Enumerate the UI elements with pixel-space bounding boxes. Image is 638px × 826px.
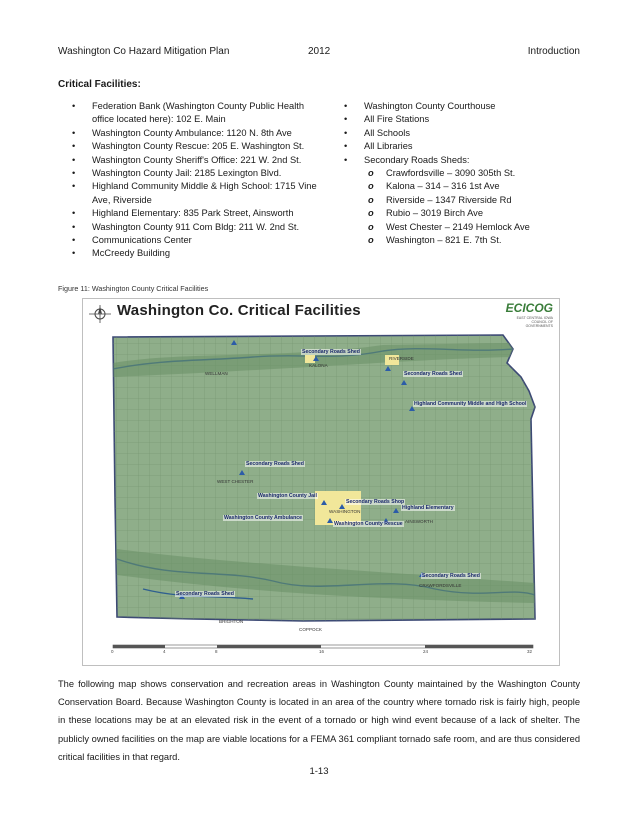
list-item: o Washington – 821 E. 7th St. [368, 235, 502, 246]
sheds-sublist [342, 167, 582, 247]
city-label: COPPOCK [299, 627, 322, 632]
list-item: • Washington County 911 Com Bldg: 211 W. 2nd St. [72, 221, 300, 232]
map-label: Highland Community Middle and High School [414, 401, 527, 407]
figure-caption: Figure 11: Washington County Critical Facilities [58, 284, 209, 293]
map-label: Secondary Roads Shed [176, 591, 234, 597]
map-label: Washington County Jail [258, 493, 317, 499]
scale-tick: 16 [319, 649, 325, 654]
section-title: Critical Facilities: [58, 79, 141, 90]
list-item: • All Libraries [344, 141, 413, 152]
list-item: o Crawfordsville – 3090 305th St. [368, 168, 516, 179]
city-label: BRIGHTON [219, 619, 244, 624]
list-item: • Highland Elementary: 835 Park Street, Ainsworth [72, 208, 294, 219]
list-item: o Rubio – 3019 Birch Ave [368, 208, 483, 219]
list-item: • Washington County Sheriff's Office: 221 W. 2nd St. [72, 154, 302, 165]
map-label: Highland Elementary [402, 505, 454, 511]
list-item: o Kalona – 314 – 316 1st Ave [368, 181, 500, 192]
body-paragraph: The following map shows conservation and recreation areas in Washington County maintained by the Washington County Conservation Board. Because Washington County is located in an area of the country where tornado risk is fairly high, people in these locations may be at an elevated risk in the event of a tornado or high wind event because of a lack of shelter. The publicly owned facilities on the map are viable locations for a FEMA 361 compliant tornado safe room, and are thus considered critical facilities in that regard. [58, 679, 580, 762]
page-number: 1-13 [309, 766, 329, 777]
city-label: WELLMAN [205, 371, 228, 376]
list-item: • Highland Community Middle & High School: 1715 Vine Ave, Riverside [72, 181, 317, 205]
page-header [58, 46, 580, 60]
logo-text: ECICOG [505, 301, 553, 315]
list-item: o Riverside – 1347 Riverside Rd [368, 194, 512, 205]
logo-subtext: EAST CENTRAL IOWA COUNCIL OF GOVERNMENTS [516, 316, 553, 328]
list-item: • Washington County Courthouse [344, 101, 496, 111]
header-plan-title: Washington Co Hazard Mitigation Plan [58, 46, 230, 57]
map-title: Washington Co. Critical Facilities [117, 302, 361, 319]
map-label: Washington County Rescue [334, 521, 403, 527]
compass-icon [87, 304, 113, 324]
list-item: • Washington County Ambulance: 1120 N. 8th Ave [72, 127, 292, 138]
list-item: • All Fire Stations [344, 114, 430, 125]
map-label: Secondary Roads Shed [302, 349, 360, 355]
scale-tick: 8 [215, 649, 218, 654]
scale-tick: 24 [423, 649, 429, 654]
scale-tick: 0 [111, 649, 114, 654]
list-item: • Washington County Rescue: 205 E. Washington St. [72, 141, 305, 152]
city-label: AINSWORTH [405, 519, 433, 524]
map-label: Secondary Roads Shop [346, 499, 405, 505]
list-item: • McCreedy Building [72, 248, 171, 259]
list-item: • All Schools [344, 127, 410, 138]
map-label: Secondary Roads Shed [404, 371, 462, 377]
city-label: CRAWFORDSVILLE [419, 583, 462, 588]
facilities-list-right [342, 100, 582, 247]
map-label: Secondary Roads Shed [422, 573, 480, 579]
city-label: WASHINGTON [329, 509, 361, 514]
map-label: Secondary Roads Shed [246, 461, 304, 467]
city-label: WEST CHESTER [217, 479, 254, 484]
scale-tick: 32 [527, 649, 533, 654]
critical-facilities-map [82, 298, 560, 666]
map-label: Washington County Ambulance [224, 515, 303, 521]
header-year: 2012 [308, 46, 331, 57]
scale-tick: 4 [163, 649, 166, 654]
list-item: • Secondary Roads Sheds: [344, 154, 470, 165]
scale-bar [113, 645, 533, 648]
header-section: Introduction [527, 46, 580, 57]
list-item: o West Chester – 2149 Hemlock Ave [368, 221, 530, 232]
list-item: • Washington County Jail: 2185 Lexington Blvd. [72, 168, 282, 179]
list-item: • Communications Center [72, 235, 192, 246]
ecicog-logo [505, 301, 553, 327]
facilities-list-left [70, 100, 328, 261]
city-label: RIVERSIDE [389, 356, 414, 361]
city-label: KALONA [309, 363, 328, 368]
list-item: • Federation Bank (Washington County Public Health office located here): 102 E. Main [72, 101, 305, 125]
